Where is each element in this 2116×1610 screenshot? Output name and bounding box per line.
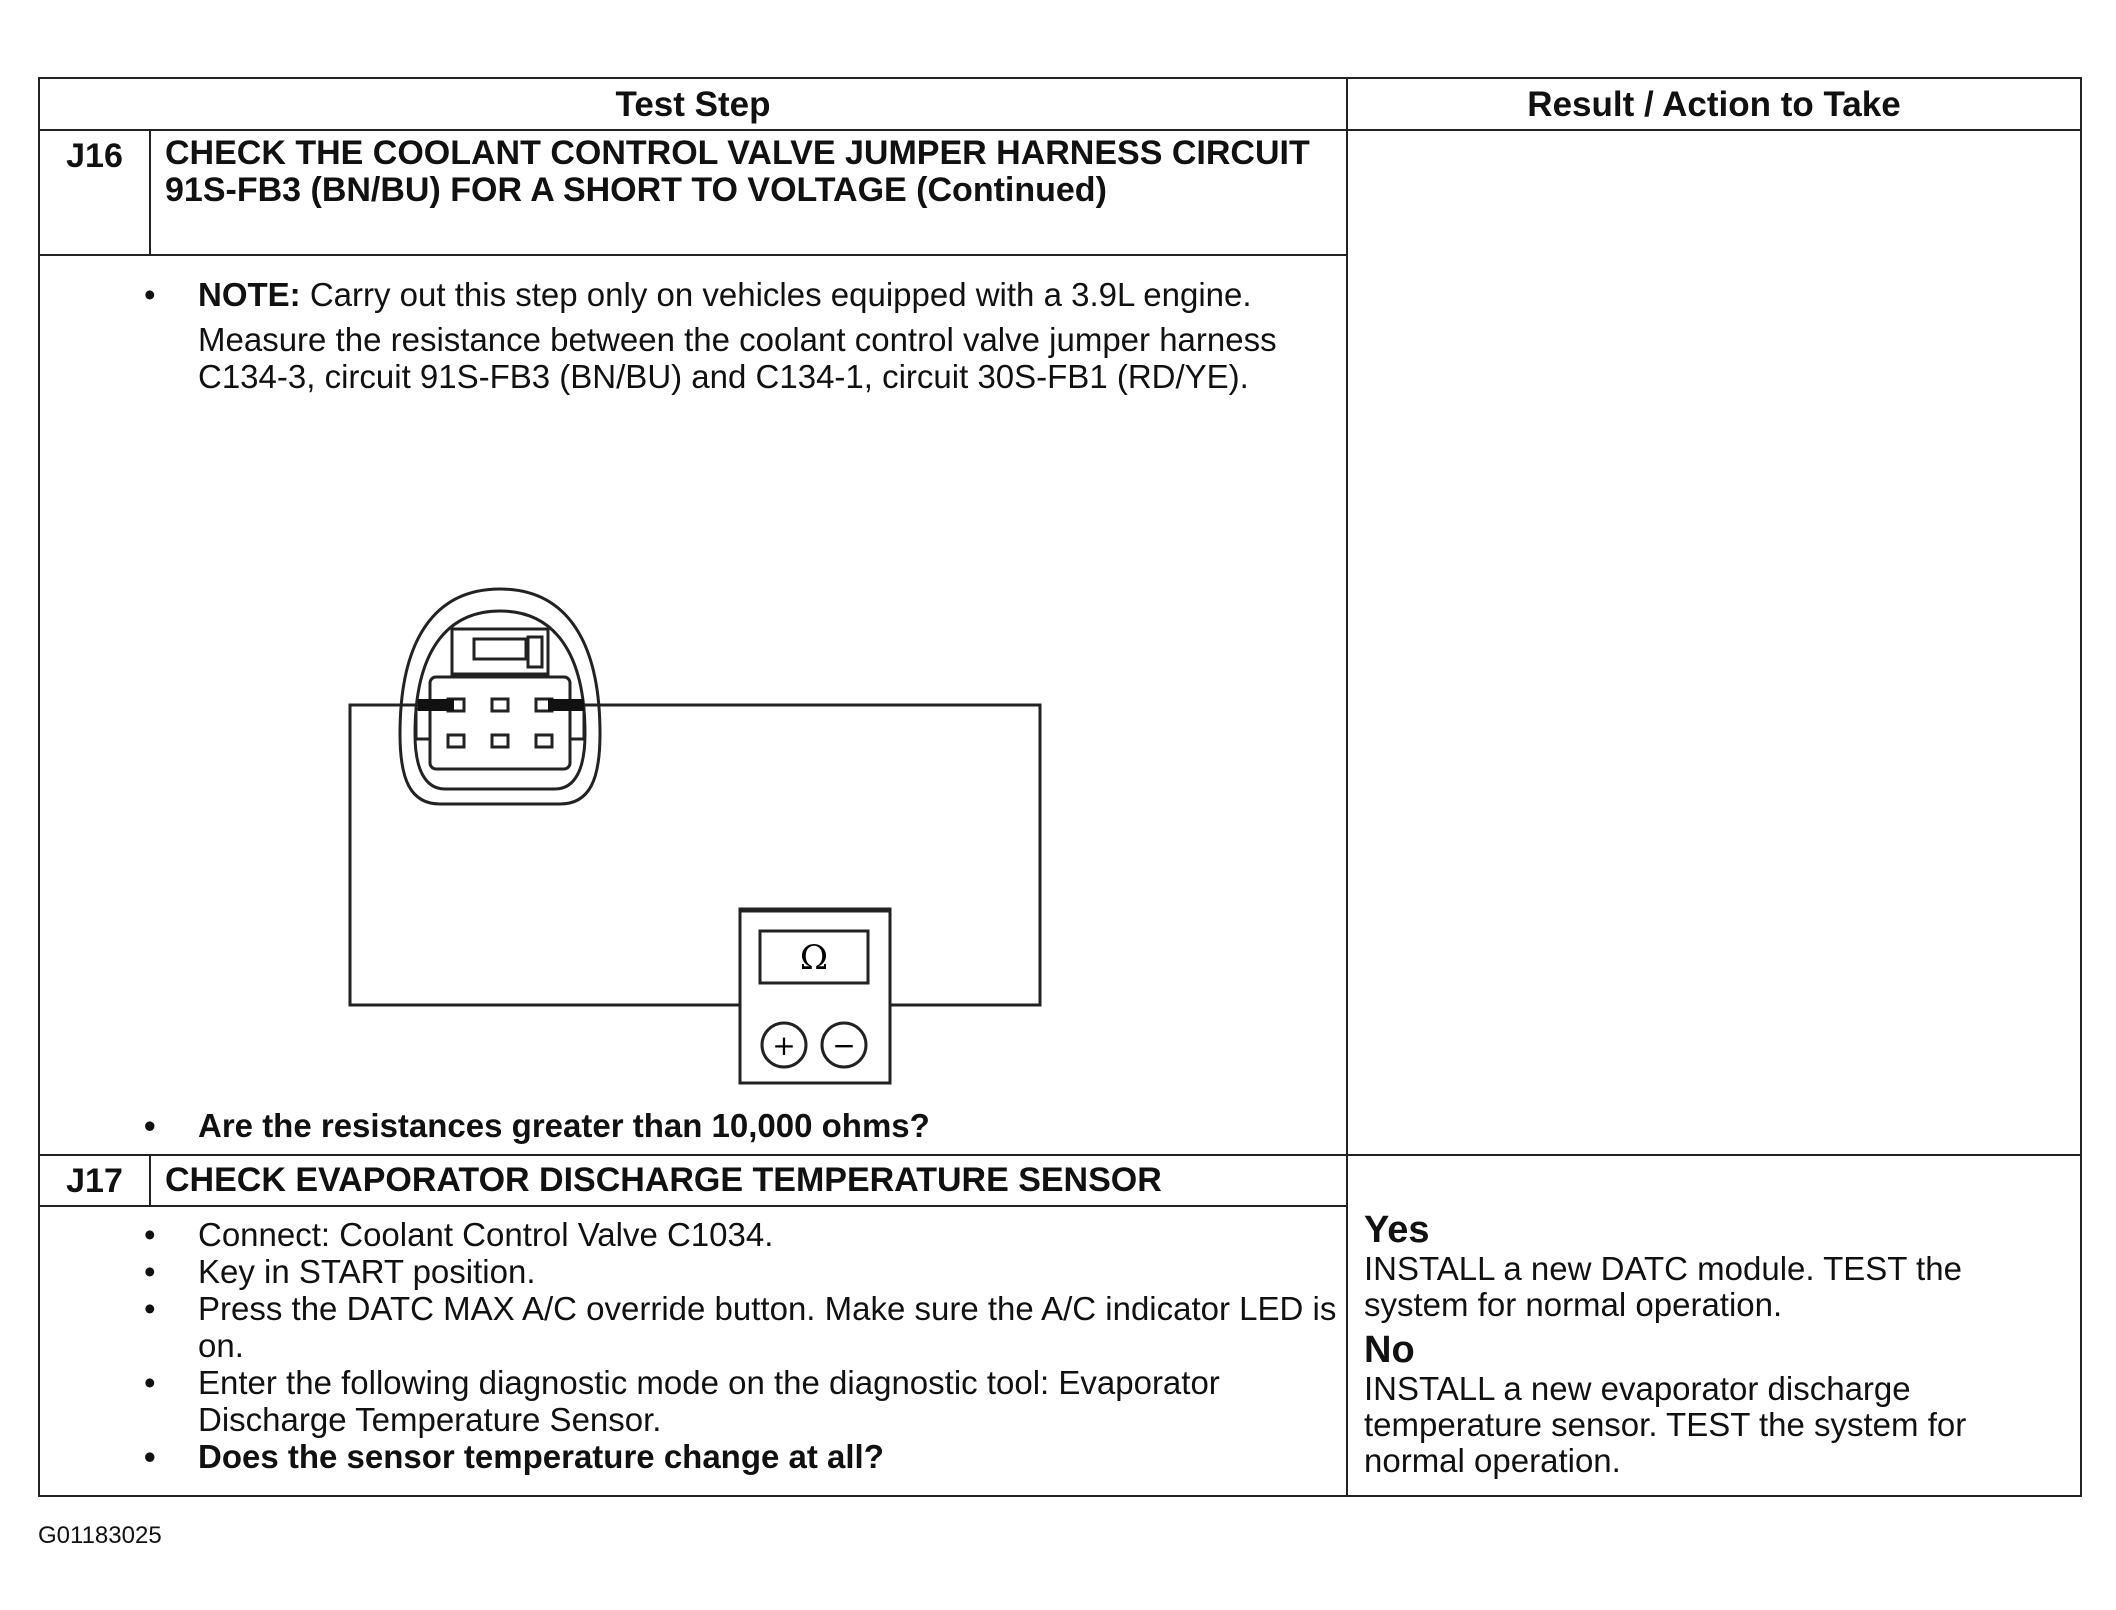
j17-result <box>1364 1209 2064 1479</box>
header-test-step: Test Step <box>615 85 771 124</box>
note-text: Carry out this step only on vehicles equipped with a 3.9L engine. <box>309 276 1252 313</box>
ohm-symbol: Ω <box>799 938 829 978</box>
j17-step-3: Press the DATC MAX A/C override button. Make sure the A/C indicator LED is on. <box>198 1290 1337 1364</box>
ohmmeter-body <box>738 909 898 1089</box>
ohmmeter-diagram <box>300 559 1060 1009</box>
j16-step-id: J16 <box>66 137 123 175</box>
j17-id-divider <box>149 1156 151 1206</box>
no-action: INSTALL a new evaporator discharge temperature sensor. TEST the system for normal operation. <box>1364 1370 1967 1479</box>
plus-symbol: + <box>772 1029 796 1062</box>
minus-symbol: − <box>832 1029 856 1062</box>
header-result-action: Result / Action to Take <box>1527 85 1901 124</box>
test-step-table <box>38 77 2082 1497</box>
j16-body <box>138 276 1338 395</box>
connector-c134 <box>400 589 600 804</box>
column-divider <box>1346 79 1348 1495</box>
j17-step-title: CHECK EVAPORATOR DISCHARGE TEMPERATURE SENSOR <box>165 1161 1162 1199</box>
j17-question: Does the sensor temperature change at all? <box>198 1438 884 1475</box>
figure-id: G01183025 <box>38 1522 162 1549</box>
j16-id-divider <box>149 131 151 255</box>
j17-title-divider <box>40 1205 1346 1207</box>
probe-tips <box>418 699 584 711</box>
j16-title-divider <box>40 254 1346 256</box>
j17-step-2: Key in START position. <box>198 1253 536 1290</box>
test-leads <box>350 705 1040 1005</box>
no-label: No <box>1364 1329 1415 1371</box>
j17-step-4: Enter the following diagnostic mode on the diagnostic tool: Evaporator Discharge Temperature Sensor. <box>198 1364 1220 1438</box>
j16-step-title: CHECK THE COOLANT CONTROL VALVE JUMPER HARNESS CIRCUIT 91S-FB3 (BN/BU) FOR A SHORT TO VOLTAGE (Continued) <box>165 134 1310 209</box>
j16-question-item: • Are the resistances greater than 10,000 ohms? <box>144 1107 930 1144</box>
step-divider <box>40 1154 2080 1156</box>
j17-steps: • Connect: Coolant Control Valve C1034. • Key in START position. • Press the DATC MAX A/C override button. Make sure the A/C indicator LED is on. • Enter the following diagnostic mode on the diagnostic tool: Evaporator Discharge Temperature Sensor. • Does the sensor temperature change at all? <box>144 1216 1337 1475</box>
j16-note-item: • NOTE: Carry out this step only on vehicles equipped with a 3.9L engine. <box>144 276 1252 313</box>
measure-instruction: Measure the resistance between the coolant control valve jumper harness C134-3, circuit 91S-FB3 (BN/BU) and C134-1, circuit 30S-FB1 (RD/YE). <box>198 321 1277 395</box>
yes-action: INSTALL a new DATC module. TEST the system for normal operation. <box>1364 1250 1962 1323</box>
yes-label: Yes <box>1364 1209 1430 1251</box>
note-label: NOTE: <box>198 276 301 313</box>
j17-step-1: Connect: Coolant Control Valve C1034. <box>198 1216 774 1253</box>
j16-question: Are the resistances greater than 10,000 ohms? <box>198 1107 930 1144</box>
j17-step-id: J17 <box>66 1162 123 1200</box>
